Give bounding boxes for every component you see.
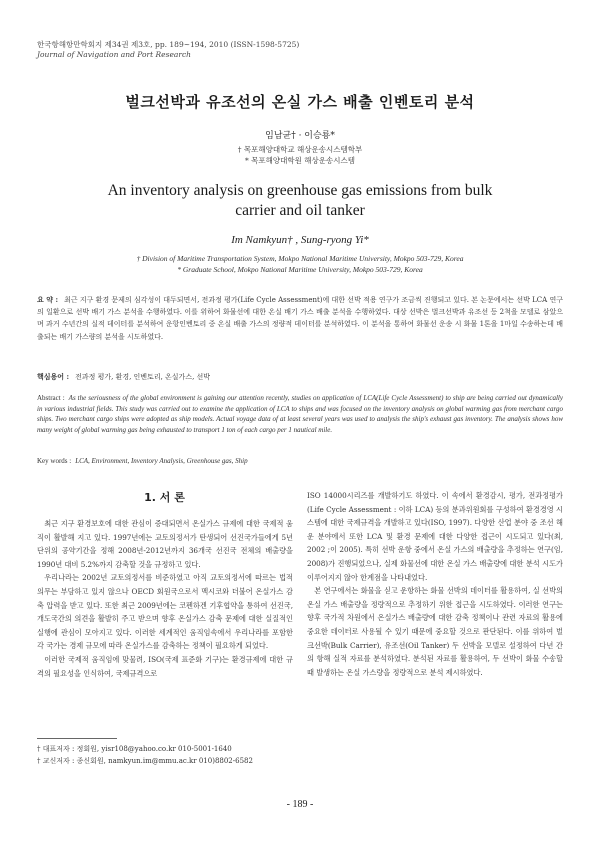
authors-en: Im Namkyun† , Sung-ryong Yi* <box>231 234 369 246</box>
footnotes <box>37 743 253 767</box>
journal-header <box>37 40 299 60</box>
affiliations-ko <box>0 144 600 166</box>
journal-citation-ko: 한국항해항만학회지 제34권 제3호, pp. 189~194, 2010 (ISSN-1598-5725) <box>37 40 300 49</box>
abstract-en-text: As the seriousness of the global environment is gaining our attention recently, studies on application of LCA(Life Cycle Assessment) to ship are being carried out dynamically in various industrial fields. This study was carried out to examine the application of LCA to ships and was focused on the inventory analysis on global warming gas from merchant cargo ships. Two merchant cargo ships were adopted as ship models. Actual voyage data of at least several years was used to analysis the ship's exhaust gas inventory. The analysis shows how many weight of global warming gas being exhausted to transport 1 ton of each cargo per 1 nautical mile. <box>37 394 563 434</box>
body-column-right <box>307 489 563 679</box>
abstract-ko <box>37 294 563 343</box>
section-title: 1. 서 론 <box>144 491 185 504</box>
paper-title-en-line-2: carrier and oil tanker <box>235 202 365 219</box>
body-paragraph: 우리나라는 2002년 교토의정서를 비준하였고 아직 교토의정서에 따르는 법적 의무는 부담하고 있지 않으나 OECD 회원국으로서 멕시코와 더불어 온실가스 감축 압력을 받고 있다. 또한 최근 2009년에는 코펜하겐 기후협약을 통하여 선진국, 개도국간의 의견을 활발히 주고 받으며 향후 온실가스 감축 문제에 대한 실질적인 실행에 관심이 모아지고 있다. 이러한 세계적인 움직임속에서 우리나라를 포함한 각 국가는 경제 규모에 따라 온실가스를 감축하는 정책이 필요하게 되었다. <box>37 573 293 651</box>
keywords-en <box>37 457 563 465</box>
affiliations-en <box>0 253 600 275</box>
page-number: - 189 - <box>286 799 314 810</box>
keywords-ko-text: 전과정 평가, 환경, 인벤토리, 온실가스, 선박 <box>75 373 211 381</box>
body-paragraph: 최근 지구 환경보호에 대한 관심이 증대되면서 온실가스 규제에 대한 국제적 움직이 활발해 지고 있다. 1997년에는 교토의정서가 탄생되어 선진국가들에게 5년 단위의 공약기간을 정해 2008년-2012년까지 36개국 선진국 전체의 배출량을 1990년 대비 5.2%까지 감축할 것을 규정하고 있다. <box>37 519 293 569</box>
journal-name-en: Journal of Navigation and Port Research <box>37 50 191 59</box>
affiliation-ko-1: † 목포해양대학교 해상운송시스템학부 <box>237 145 363 154</box>
keywords-ko-label: 핵심용어 : <box>37 372 70 381</box>
authors-ko: 임남균† · 이승룡* <box>265 131 335 141</box>
keywords-ko <box>37 372 563 382</box>
body-column-left <box>37 517 293 680</box>
paper-title-en <box>60 181 540 221</box>
keywords-en-label: Key words : <box>37 457 72 465</box>
abstract-ko-text: 최근 지구 환경 문제의 심각성이 대두되면서, 전과정 평가(Life Cycle Assessment)에 대한 선박 적용 연구가 조금씩 진행되고 있다. 본 논문에서는 선박 LCA 연구의 일환으로 선박 배기 가스 분석을 수행하였다. 이를 위하여 화물선에 대한 온실 배기 가스 배출 분석을 수행하였다. 대상 선박은 벌크선박과 유조선 등 2척을 모델로 삼았으며 과거 수년간의 실적 데이터를 분석하여 운항인벤토리 중 온실 배출 가스의 정량적 데이터를 분석하였다. 이 분석을 통하여 화물선 운송 시 화물 1톤을 1마일 수송하는데 배출되는 배기 가스량의 분석을 시도하였다. <box>37 296 563 341</box>
body-paragraph: ISO 14000시리즈를 개발하기도 하였다. 이 속에서 환경감시, 평가, 전과정평가(Life Cycle Assessment : 이하 LCA) 등의 분과위원회를 구성하여 환경경영 시스템에 대한 국제규격을 개발하고 있다(ISO, 1997). 다양한 산업 분야 중 조선 해운 분야에서 또한 LCA 및 환경 문제에 대한 다양한 접근이 시도되고 있다(최, 2002 ;이 2005). 특히 선박 운항 중에서 온실 가스의 배출량을 추정하는 연구(임, 2008)가 진행되었으나, 실제 화물선에 대한 온실 가스 배출량에 대한 분석 시도가 이루어지지 않아 한계점을 나타내었다. <box>307 491 563 582</box>
body-paragraph: 본 연구에서는 화물을 싣고 운항하는 화물 선박의 데이터를 활용하여, 실 선박의 온실 가스 배출량을 정량적으로 추정하기 위한 접근을 시도하였다. 이러한 연구는 향후 국가적 차원에서 온실가스 배출량에 대한 감축 정책이나 관련 자료의 활용에 중요한 데이터로 사용될 수 있기 때문에 중요할 것으로 판단된다. 이를 위하여 벌크선박(Bulk Carrier), 유조선(Oil Tanker) 두 선박을 모델로 설정하여 다년 간의 항해 실적 자료를 분석하였다. 분석된 자료를 활용하여, 두 선박이 화물 수송할 때 발생하는 온실 가스량을 정량적으로 분석 제시하였다. <box>307 586 563 677</box>
footnote-rule <box>37 738 117 739</box>
paper-title-ko: 벌크선박과 유조선의 온실 가스 배출 인벤토리 분석 <box>125 93 475 111</box>
abstract-en <box>37 393 563 435</box>
abstract-en-label: Abstract : <box>37 394 65 402</box>
paper-title-en-line-1: An inventory analysis on greenhouse gas emissions from bulk <box>107 182 493 199</box>
keywords-en-text: LCA, Environment, Inventory Analysis, Greenhouse gas, Ship <box>75 457 248 465</box>
affiliation-ko-2: * 목포해양대학원 해상운송시스템 <box>245 156 355 165</box>
affiliation-en-2: * Graduate School, Mokpo National Maritime University, Mokpo 503-729, Korea <box>177 265 423 274</box>
body-paragraph: 이러한 국제적 움직임에 맞물려, ISO(국제 표준화 기구)는 환경규제에 대한 규격의 필요성을 인식하여, 국제규격으로 <box>37 654 293 678</box>
footnote-2: † 교신저자 : 종신회원, namkyun.im@mmu.ac.kr 010)8802-6582 <box>37 757 253 765</box>
affiliation-en-1: † Division of Maritime Transportation System, Mokpo National Maritime University, Mokpo 503-729, Korea <box>136 254 464 263</box>
abstract-ko-label: 요 약 : <box>37 295 59 304</box>
footnote-1: † 대표저자 : 정회원, yisr108@yahoo.co.kr 010-5001-1640 <box>37 745 232 753</box>
